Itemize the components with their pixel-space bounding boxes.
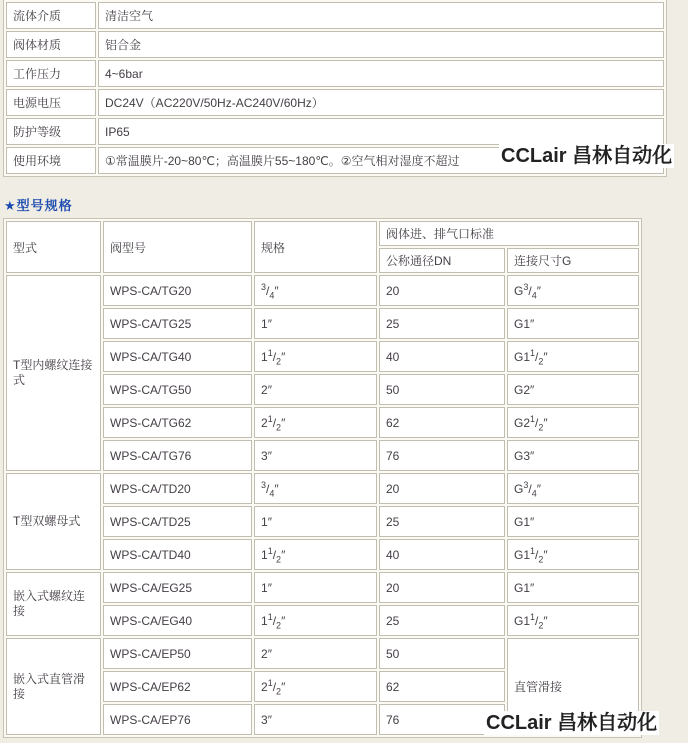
model-g: G1″ — [507, 572, 639, 603]
model-dn: 40 — [379, 341, 505, 372]
spec-row — [6, 118, 664, 145]
model-g-merged: 直管滑接 — [507, 638, 639, 735]
model-size: $^3/_4''$ — [254, 473, 377, 504]
model-dn: 25 — [379, 308, 505, 339]
col-header-port-group: 阀体进、排气口标准 — [379, 221, 639, 246]
col-header-model: 阀型号 — [103, 221, 252, 273]
model-dn: 76 — [379, 440, 505, 471]
model-g: G1″ — [507, 308, 639, 339]
model-dn: 20 — [379, 473, 505, 504]
col-header-spec: 规格 — [254, 221, 377, 273]
col-header-g: 连接尺寸G — [507, 248, 639, 273]
model-size: $1^1/_2''$ — [254, 341, 377, 372]
model-row — [6, 473, 639, 504]
spec-label: 流体介质 — [6, 2, 96, 29]
model-size: 3″ — [254, 440, 377, 471]
spec-row — [6, 2, 664, 29]
model-dn: 62 — [379, 407, 505, 438]
spec-value: IP65 — [98, 118, 664, 145]
model-number: WPS-CA/TG62 — [103, 407, 252, 438]
model-number: WPS-CA/EG40 — [103, 605, 252, 636]
model-number: WPS-CA/TG50 — [103, 374, 252, 405]
model-g: $G2^1/_2''$ — [507, 407, 639, 438]
model-g: G3″ — [507, 440, 639, 471]
model-number: WPS-CA/TG76 — [103, 440, 252, 471]
model-g: $G1^1/_2''$ — [507, 341, 639, 372]
model-size: 1″ — [254, 506, 377, 537]
model-number: WPS-CA/EP50 — [103, 638, 252, 669]
spec-label: 电源电压 — [6, 89, 96, 116]
spec-value: 铝合金 — [98, 31, 664, 58]
spec-label: 阀体材质 — [6, 31, 96, 58]
watermark-top: CCLair 昌林自动化 — [501, 145, 673, 167]
model-size: 1″ — [254, 572, 377, 603]
col-header-dn: 公称通径DN — [379, 248, 505, 273]
model-g: $G1^1/_2''$ — [507, 605, 639, 636]
model-dn: 50 — [379, 638, 505, 669]
model-type: T型双螺母式 — [6, 473, 101, 570]
section-heading-label: 型号规格 — [16, 198, 73, 213]
model-dn: 76 — [379, 704, 505, 735]
model-size: 2″ — [254, 374, 377, 405]
spec-row — [6, 89, 664, 116]
spec-row — [6, 31, 664, 58]
model-number: WPS-CA/TG40 — [103, 341, 252, 372]
model-size: 1″ — [254, 308, 377, 339]
spec-value: 4~6bar — [98, 60, 664, 87]
model-type: 嵌入式螺纹连接 — [6, 572, 101, 636]
model-dn: 20 — [379, 275, 505, 306]
model-number: WPS-CA/TD40 — [103, 539, 252, 570]
model-dn: 25 — [379, 605, 505, 636]
model-number: WPS-CA/TG25 — [103, 308, 252, 339]
model-number: WPS-CA/TD25 — [103, 506, 252, 537]
model-number: WPS-CA/TG20 — [103, 275, 252, 306]
model-g: G1″ — [507, 506, 639, 537]
model-dn: 20 — [379, 572, 505, 603]
model-number: WPS-CA/EP76 — [103, 704, 252, 735]
model-dn: 50 — [379, 374, 505, 405]
model-g: $G^3/_4''$ — [507, 473, 639, 504]
spec-value: DC24V（AC220V/50Hz-AC240V/60Hz） — [98, 89, 664, 116]
model-row — [6, 638, 639, 669]
spec-value: 清洁空气 — [98, 2, 664, 29]
star-icon: ★ — [4, 198, 17, 213]
model-size: $2^1/_2''$ — [254, 407, 377, 438]
model-table-header — [6, 221, 639, 273]
model-size: $2^1/_2''$ — [254, 671, 377, 702]
model-type: 嵌入式直管滑接 — [6, 638, 101, 735]
section-heading — [4, 195, 73, 214]
model-size: 2″ — [254, 638, 377, 669]
model-g: $G^3/_4''$ — [507, 275, 639, 306]
model-g: $G1^1/_2''$ — [507, 539, 639, 570]
spec-label: 防护等级 — [6, 118, 96, 145]
model-row — [6, 275, 639, 306]
spec-label: 工作压力 — [6, 60, 96, 87]
model-number: WPS-CA/EG25 — [103, 572, 252, 603]
model-size: $1^1/_2''$ — [254, 539, 377, 570]
model-dn: 62 — [379, 671, 505, 702]
spec-label: 使用环境 — [6, 147, 96, 174]
model-size: $1^1/_2''$ — [254, 605, 377, 636]
model-dn: 25 — [379, 506, 505, 537]
model-table — [3, 218, 642, 738]
model-row — [6, 572, 639, 603]
model-size: 3″ — [254, 704, 377, 735]
model-number: WPS-CA/EP62 — [103, 671, 252, 702]
spec-value: ①常温膜片-20~80℃；高温膜片55~180℃。②空气相对湿度不超过 — [98, 147, 664, 174]
model-type: T型内螺纹连接式 — [6, 275, 101, 471]
model-dn: 40 — [379, 539, 505, 570]
model-size: $^3/_4''$ — [254, 275, 377, 306]
model-g: G2″ — [507, 374, 639, 405]
model-number: WPS-CA/TD20 — [103, 473, 252, 504]
col-header-type: 型式 — [6, 221, 101, 273]
spec-row — [6, 60, 664, 87]
watermark-bottom: CCLair 昌林自动化 — [486, 712, 658, 734]
